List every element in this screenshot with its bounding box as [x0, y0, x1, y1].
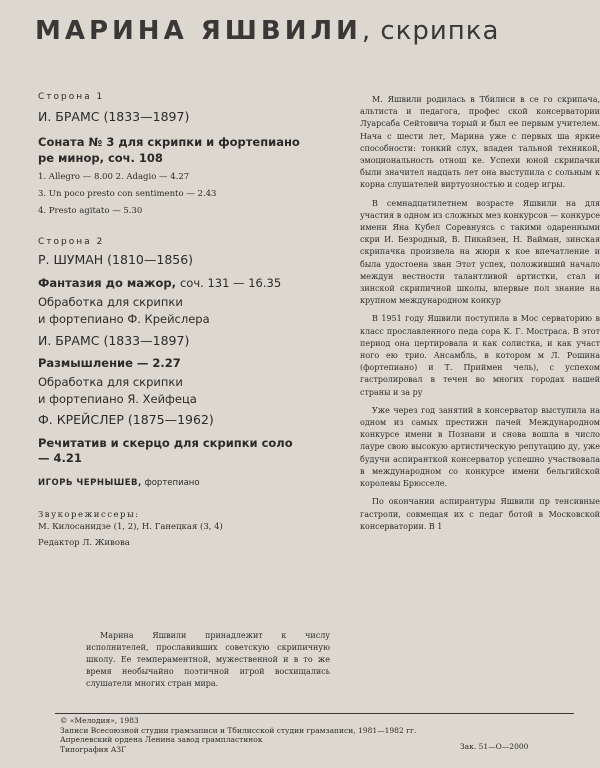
- bio-paragraph: В семнадцатилетнем возрасте Яшвили на для участия в одном из сложных мез конкурсов — конкурсе имени Яна Кубел Соревнуясь с такими одаренными скри И. Безродный, В. Пикайзен, Н. Вайман, зинская скрипачка произвела на жюри к кое впечатление и была удостоена зван Этот успех, положивший начало междун вестности талантливой артистки, стал и зинской скрипичной школы, впервые пол знание на крупном международном конкур: [360, 198, 600, 306]
- bio-text: [360, 94, 600, 539]
- side-2-work-1: Фантазия до мажор, соч. 131 — 16.35: [38, 276, 282, 290]
- side-2-label: Сторона 2: [38, 237, 105, 247]
- side-2-composer-3: Ф. КРЕЙСЛЕР (1875—1962): [38, 412, 214, 427]
- movement-item: 3. Un poco presto con sentimento — 2.43: [38, 189, 217, 199]
- artist-instrument: скрипка: [380, 16, 500, 46]
- performer-credit: ИГОРЬ ЧЕРНЫШЕВ, фортепиано: [38, 478, 200, 488]
- footer-line: Записи Всесоюзной студии грамзаписи и Тбилисской студии грамзаписи, 1981—1982 гг.: [60, 725, 417, 735]
- engineers-label: Звукорежиссеры:: [38, 510, 140, 520]
- album-title: МАРИНА ЯШВИЛИ, скрипка: [35, 16, 500, 46]
- side-1-composer: И. БРАМС (1833—1897): [38, 109, 190, 124]
- bio-paragraph: В 1951 году Яшвили поступила в Мос серваторию в класс прославленного педа сора К. Г. Мостраса. В этот период она цертировала и как солистка, и как участ ного ею трио. Ансамбль, в котором м Л. Рошина (фортепиано) и Т. Приймен чель), с успехом гастролировал в течен во многих городах нашей страны и за ру: [360, 314, 600, 397]
- side-2-work-3-line-1: Речитатив и скерцо для скрипки соло: [38, 436, 293, 450]
- side-2-arrangement-1: Обработка для скрипки и фортепиано Ф. Крейслера: [38, 295, 210, 326]
- movement-item: 4. Presto agitato — 5.30: [38, 206, 143, 216]
- order-number: Зак. 51—О—2000: [460, 742, 529, 751]
- footer-line: Типография АЗГ: [60, 744, 127, 754]
- artist-name: МАРИНА ЯШВИЛИ: [35, 16, 362, 46]
- side-2-arrangement-2: Обработка для скрипки и фортепиано Я. Хейфеца: [38, 375, 197, 406]
- footer-line: © «Мелодия», 1983: [60, 716, 139, 725]
- bio-paragraph: По окончании аспирантуры Яшвили пр тенсивные гастроли, совмещая их с педаг ботой в Московской консерватории. В 1: [360, 497, 600, 531]
- side-1-work-title: Соната № 3 для скрипки и фортепиано: [38, 135, 300, 149]
- footer-divider: [55, 713, 574, 714]
- footer-line: Апрелевский ордена Ленина завод грампластинок: [60, 735, 263, 744]
- bio-paragraph: Уже через год занятий в консерватор выступила на одном из самых престижн пачей Международном конкурсе имени в Познани и снова вошла в число лауре свою высокую артистическую репутацию ду, уже будучи аспиранткой консерватор успешно участвовала в международном со конкурсе имени бельгийской королевы Брюсселе.: [360, 405, 600, 489]
- engineers-names: М. Килосанидзе (1, 2), Н. Ганецкая (3, 4): [38, 522, 223, 532]
- side-1-label: Сторона 1: [38, 92, 105, 102]
- side-1-work-key: ре минор, соч. 108: [38, 151, 163, 165]
- side-2-composer-2: И. БРАМС (1833—1897): [38, 333, 190, 348]
- editor-credit: Редактор Л. Живова: [38, 538, 130, 548]
- bio-paragraph: М. Яшвили родилась в Тбилиси в се го скрипача, альтиста и педагога, профес ской консерватории Луарсаба Сейтовича торый и был ее первым учителем. Нача с шести лет, Марина уже с первых ша яркие способности: тонкий слух, владен тальной техникой, эмоциональность отнош ке. Успехи юной скрипачки были значител надцать лет она выступила с сольным к корна слушателей виртуозностью и содер игры.: [360, 95, 600, 190]
- footer-credits: [60, 716, 416, 754]
- side-2-work-2: Размышление — 2.27: [38, 356, 181, 370]
- movement-item: 1. Allegro — 8.00 2. Adagio — 4.27: [38, 172, 190, 182]
- side-2-composer-1: Р. ШУМАН (1810—1856): [38, 252, 194, 267]
- side-2-work-3-line-2: — 4.21: [38, 451, 82, 465]
- bio-intro: Марина Яшвили принадлежит к числу исполнителей, прославивших советскую скрипичную школу. Ее темпераментной, мужественной и в то же время необычайно поэтичной игрой восхищались слушатели многих стран мира.: [86, 631, 330, 688]
